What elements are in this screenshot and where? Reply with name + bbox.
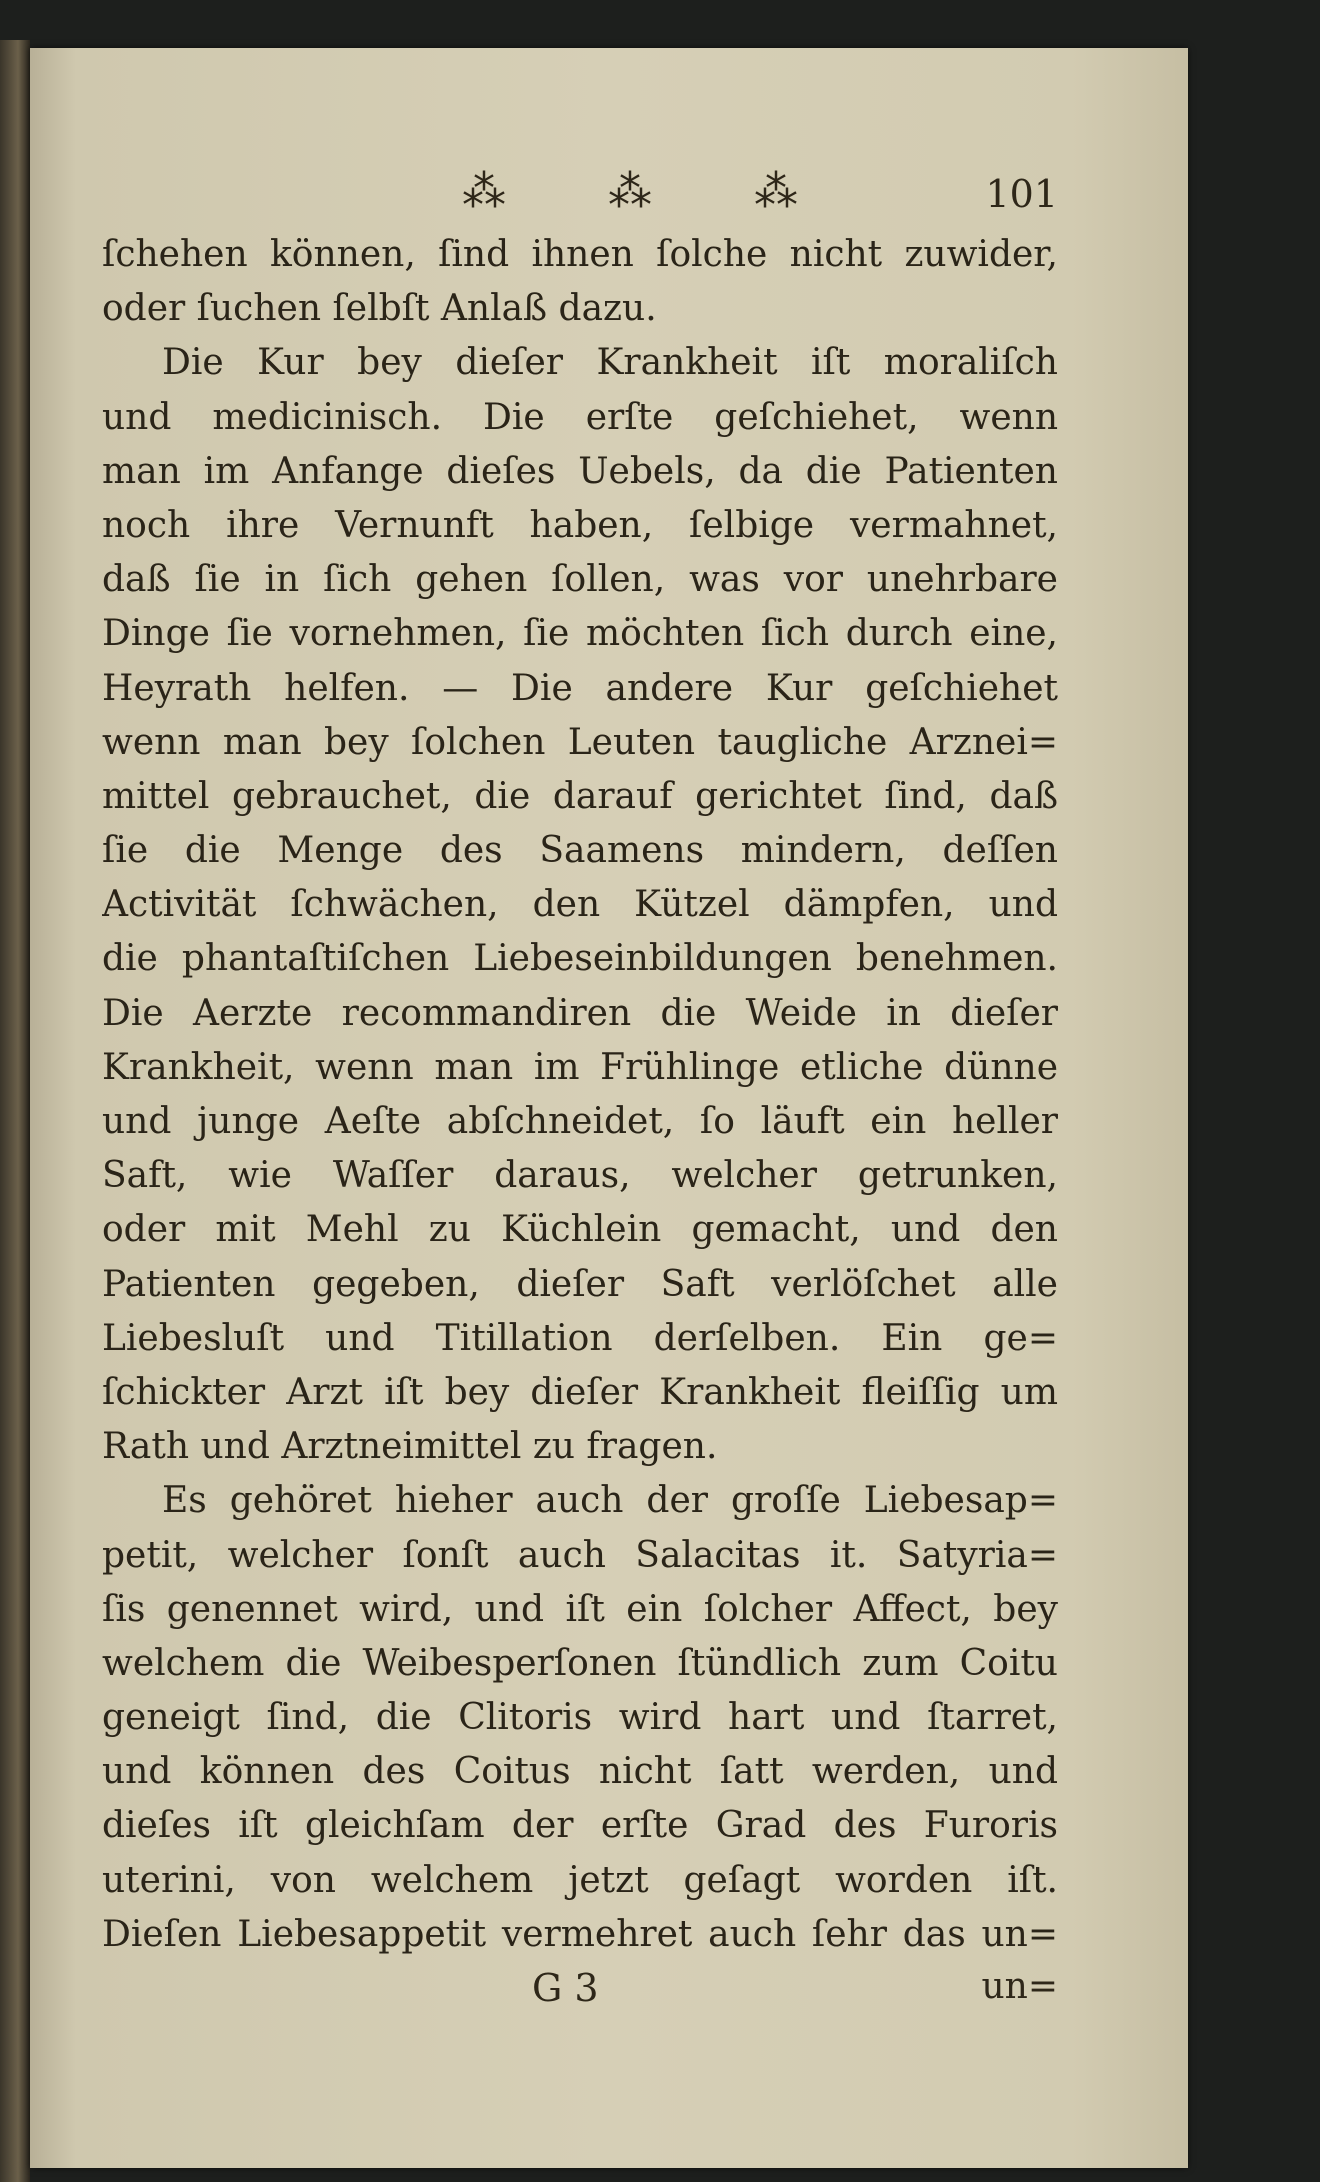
text-line: wenn man bey ſolchen Leuten taugliche Arznei= xyxy=(102,721,1058,763)
text-line: ſie die Menge des Saamens mindern, deſſen xyxy=(102,830,1058,872)
text-line: ſis genennet wird, und iſt ein ſolcher Affect, bey xyxy=(102,1588,1058,1630)
text-line: ſchickter Arzt iſt bey dieſer Krankheit fleiſſig um xyxy=(102,1371,1058,1413)
text-line: die phantaſtiſchen Liebeseinbildungen benehmen. xyxy=(102,938,1058,980)
text-line: uterini, von welchem jetzt geſagt worden iſt. xyxy=(102,1859,1058,1901)
text-line: Patienten gegeben, dieſer Saft verlöſchet alle xyxy=(102,1263,1058,1305)
catchword: un= xyxy=(981,1966,1058,2007)
text-line: Rath und Arztneimittel zu fragen. xyxy=(102,1426,718,1468)
text-line: noch ihre Vernunft haben, ſelbige vermahnet, xyxy=(102,504,1058,546)
text-line: Saft, wie Waſſer daraus, welcher getrunken, xyxy=(102,1155,1058,1197)
text-line: Activität ſchwächen, den Kützel dämpfen, und xyxy=(102,884,1058,926)
text-line: Krankheit, wenn man im Frühlinge etliche dünne xyxy=(102,1046,1058,1088)
signature-mark: G 3 xyxy=(532,1966,599,2010)
text-line: welchem die Weibesperſonen ſtündlich zum Coitu xyxy=(102,1642,1058,1684)
text-line: petit, welcher ſonſt auch Salacitas it. Satyria= xyxy=(102,1534,1058,1576)
text-block xyxy=(102,158,1058,2026)
text-line: man im Anfange dieſes Uebels, da die Patienten xyxy=(102,450,1058,492)
text-line: und medicinisch. Die erſte geſchiehet, wenn xyxy=(102,396,1058,438)
text-line: oder mit Mehl zu Küchlein gemacht, und den xyxy=(102,1209,1058,1251)
text-line: und können des Coitus nicht ſatt werden, und xyxy=(102,1751,1058,1793)
text-line: mittel gebrauchet, die darauf gerichtet ſind, daß xyxy=(102,775,1058,817)
page-header xyxy=(102,158,1058,228)
book-page xyxy=(30,48,1188,2168)
text-line: ſchehen können, ſind ihnen ſolche nicht zuwider, xyxy=(102,234,1058,275)
text-line: Die Kur bey dieſer Krankheit iſt moraliſch xyxy=(162,342,1058,384)
text-line: geneigt ſind, die Clitoris wird hart und ſtarret, xyxy=(102,1697,1058,1739)
text-line: dieſes iſt gleichſam der erſte Grad des Furoris xyxy=(102,1805,1058,1847)
page-footer xyxy=(102,1966,1058,2026)
text-line: Dinge ſie vornehmen, ſie möchten ſich durch eine, xyxy=(102,613,1058,655)
text-line: und junge Aeſte abſchneidet, ſo läuft ein heller xyxy=(102,1101,1058,1142)
text-line: Die Aerzte recommandiren die Weide in dieſer xyxy=(102,992,1058,1034)
page-number: 101 xyxy=(985,172,1058,216)
text-line: Heyrath helfen. — Die andere Kur geſchiehet xyxy=(102,667,1058,709)
text-line: oder ſuchen ſelbſt Anlaß dazu. xyxy=(102,288,657,330)
adjacent-page-edge xyxy=(0,40,30,2182)
text-line: daß ſie in ſich gehen ſollen, was vor unehrbare xyxy=(102,559,1058,601)
asterism-ornament: ⁂ ⁂ ⁂ xyxy=(462,166,842,217)
text-line: Liebesluſt und Titillation derſelben. Ein ge= xyxy=(102,1317,1058,1359)
text-line: Dieſen Liebesappetit vermehret auch ſehr das un= xyxy=(102,1913,1058,1955)
text-line: Es gehöret hieher auch der groſſe Liebesap= xyxy=(162,1480,1058,1522)
